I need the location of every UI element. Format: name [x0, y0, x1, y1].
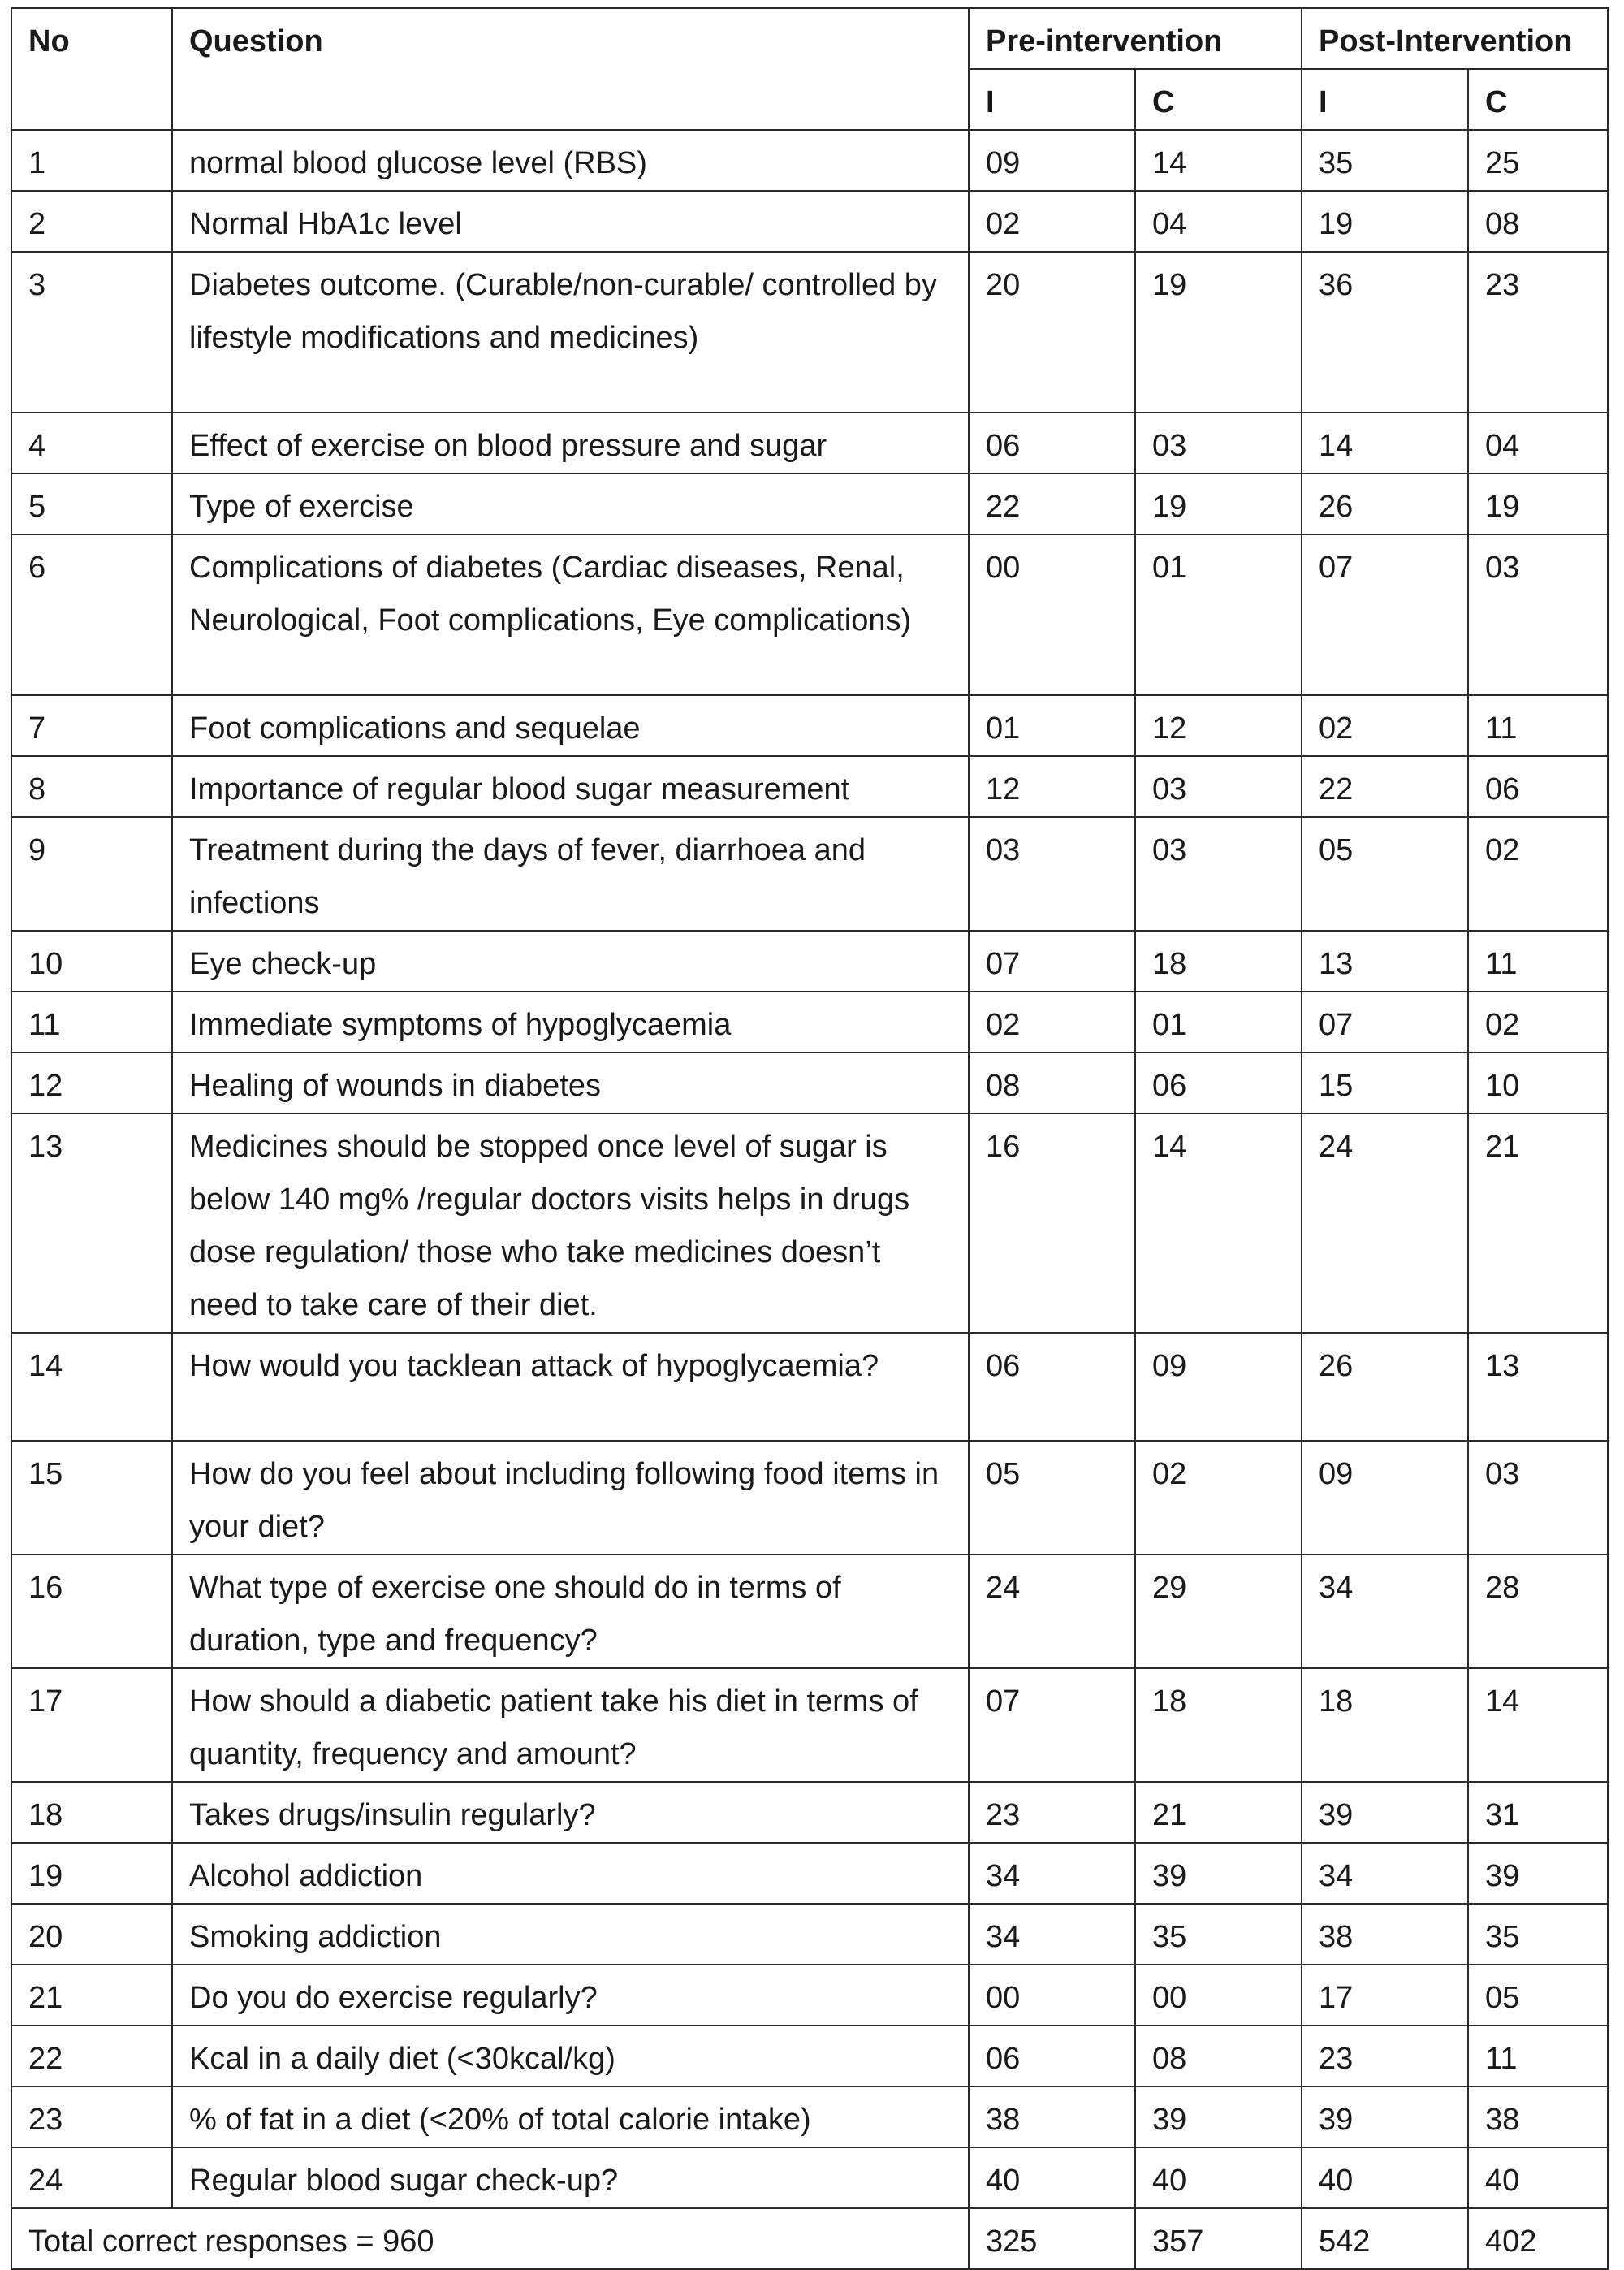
total-post-c: 402: [1468, 2208, 1608, 2269]
value-post-c: 21: [1468, 1113, 1608, 1333]
value-post-c: 19: [1468, 473, 1608, 534]
value-pre-c: 01: [1135, 534, 1302, 695]
row-question: Importance of regular blood sugar measurement: [172, 756, 969, 817]
table-row: [11, 2147, 1608, 2208]
value-post-c: 03: [1468, 534, 1608, 695]
header-no: No: [11, 8, 172, 130]
value-post-i: 14: [1302, 413, 1468, 473]
value-pre-i: 12: [969, 756, 1135, 817]
header-question: Question: [172, 8, 969, 130]
table-row: [11, 1441, 1608, 1554]
row-number: 1: [11, 130, 172, 191]
value-pre-i: 06: [969, 1333, 1135, 1441]
value-pre-c: 09: [1135, 1333, 1302, 1441]
value-post-i: 24: [1302, 1113, 1468, 1333]
header-post-i: I: [1302, 69, 1468, 130]
table-row: [11, 1965, 1608, 2026]
value-post-c: 08: [1468, 191, 1608, 252]
row-question: How should a diabetic patient take his diet in terms of quantity, frequency and amount?: [172, 1668, 969, 1782]
value-pre-c: 06: [1135, 1053, 1302, 1113]
value-pre-c: 21: [1135, 1782, 1302, 1843]
value-post-c: 23: [1468, 252, 1608, 413]
header-post-c: C: [1468, 69, 1608, 130]
value-post-i: 05: [1302, 817, 1468, 931]
value-pre-c: 01: [1135, 992, 1302, 1053]
value-post-c: 13: [1468, 1333, 1608, 1441]
table-row: [11, 2086, 1608, 2147]
row-number: 10: [11, 931, 172, 992]
table-row: [11, 1782, 1608, 1843]
table-row: [11, 992, 1608, 1053]
value-pre-c: 35: [1135, 1904, 1302, 1965]
row-number: 6: [11, 534, 172, 695]
value-pre-c: 02: [1135, 1441, 1302, 1554]
value-pre-i: 03: [969, 817, 1135, 931]
value-pre-c: 39: [1135, 1843, 1302, 1904]
value-pre-i: 22: [969, 473, 1135, 534]
header-pre-intervention: Pre-intervention: [969, 8, 1302, 69]
row-question: Kcal in a daily diet (<30kcal/kg): [172, 2026, 969, 2086]
value-post-i: 26: [1302, 473, 1468, 534]
row-number: 7: [11, 695, 172, 756]
row-question: Normal HbA1c level: [172, 191, 969, 252]
row-number: 12: [11, 1053, 172, 1113]
row-question: Takes drugs/insulin regularly?: [172, 1782, 969, 1843]
row-question: Regular blood sugar check-up?: [172, 2147, 969, 2208]
value-pre-c: 40: [1135, 2147, 1302, 2208]
row-number: 24: [11, 2147, 172, 2208]
row-question: Type of exercise: [172, 473, 969, 534]
table-row: [11, 1333, 1608, 1441]
table-row: [11, 2026, 1608, 2086]
row-number: 19: [11, 1843, 172, 1904]
row-number: 9: [11, 817, 172, 931]
header-pre-i: I: [969, 69, 1135, 130]
table-row: [11, 1904, 1608, 1965]
value-post-c: 02: [1468, 992, 1608, 1053]
value-post-i: 34: [1302, 1843, 1468, 1904]
value-pre-c: 18: [1135, 931, 1302, 992]
row-number: 3: [11, 252, 172, 413]
table-row: [11, 931, 1608, 992]
value-post-c: 04: [1468, 413, 1608, 473]
value-pre-c: 03: [1135, 413, 1302, 473]
table-row: [11, 534, 1608, 695]
row-question: How do you feel about including following food items in your diet?: [172, 1441, 969, 1554]
value-post-i: 39: [1302, 1782, 1468, 1843]
value-pre-c: 14: [1135, 1113, 1302, 1333]
value-post-c: 11: [1468, 695, 1608, 756]
value-post-i: 13: [1302, 931, 1468, 992]
table-row: [11, 695, 1608, 756]
row-number: 14: [11, 1333, 172, 1441]
value-post-i: 18: [1302, 1668, 1468, 1782]
row-number: 21: [11, 1965, 172, 2026]
row-number: 16: [11, 1554, 172, 1668]
total-post-i: 542: [1302, 2208, 1468, 2269]
value-post-i: 07: [1302, 534, 1468, 695]
value-post-i: 22: [1302, 756, 1468, 817]
row-question: Complications of diabetes (Cardiac diseases, Renal, Neurological, Foot complications, Eye complications): [172, 534, 969, 695]
value-post-c: 39: [1468, 1843, 1608, 1904]
value-post-c: 03: [1468, 1441, 1608, 1554]
value-pre-c: 19: [1135, 252, 1302, 413]
row-number: 22: [11, 2026, 172, 2086]
row-question: Treatment during the days of fever, diarrhoea and infections: [172, 817, 969, 931]
value-pre-i: 40: [969, 2147, 1135, 2208]
row-question: % of fat in a diet (<20% of total calorie intake): [172, 2086, 969, 2147]
value-post-i: 39: [1302, 2086, 1468, 2147]
total-pre-i: 325: [969, 2208, 1135, 2269]
value-post-i: 40: [1302, 2147, 1468, 2208]
value-post-i: 17: [1302, 1965, 1468, 2026]
value-post-i: 19: [1302, 191, 1468, 252]
value-pre-i: 07: [969, 1668, 1135, 1782]
value-pre-c: 00: [1135, 1965, 1302, 2026]
value-pre-c: 18: [1135, 1668, 1302, 1782]
value-pre-c: 29: [1135, 1554, 1302, 1668]
value-post-i: 26: [1302, 1333, 1468, 1441]
table-row: [11, 1053, 1608, 1113]
row-question: Medicines should be stopped once level of sugar is below 140 mg% /regular doctors visits helps in drugs dose regulation/ those who take medicines doesn’t need to take care of their diet.: [172, 1113, 969, 1333]
value-post-c: 31: [1468, 1782, 1608, 1843]
header-post-intervention: Post-Intervention: [1302, 8, 1608, 69]
value-post-c: 11: [1468, 2026, 1608, 2086]
value-pre-i: 20: [969, 252, 1135, 413]
value-post-c: 38: [1468, 2086, 1608, 2147]
row-question: How would you tacklean attack of hypoglycaemia?: [172, 1333, 969, 1441]
value-pre-i: 02: [969, 191, 1135, 252]
value-post-i: 34: [1302, 1554, 1468, 1668]
row-question: Do you do exercise regularly?: [172, 1965, 969, 2026]
row-question: What type of exercise one should do in terms of duration, type and frequency?: [172, 1554, 969, 1668]
value-post-c: 35: [1468, 1904, 1608, 1965]
value-pre-i: 08: [969, 1053, 1135, 1113]
table-row: [11, 1843, 1608, 1904]
value-pre-i: 23: [969, 1782, 1135, 1843]
value-pre-c: 03: [1135, 817, 1302, 931]
row-question: Foot complications and sequelae: [172, 695, 969, 756]
value-post-i: 15: [1302, 1053, 1468, 1113]
value-post-c: 14: [1468, 1668, 1608, 1782]
row-number: 18: [11, 1782, 172, 1843]
value-post-c: 06: [1468, 756, 1608, 817]
table-row: [11, 1668, 1608, 1782]
value-pre-c: 39: [1135, 2086, 1302, 2147]
value-post-c: 10: [1468, 1053, 1608, 1113]
row-number: 23: [11, 2086, 172, 2147]
value-post-c: 11: [1468, 931, 1608, 992]
table-row: [11, 1113, 1608, 1333]
total-pre-c: 357: [1135, 2208, 1302, 2269]
value-pre-c: 03: [1135, 756, 1302, 817]
value-post-c: 05: [1468, 1965, 1608, 2026]
row-number: 5: [11, 473, 172, 534]
row-number: 17: [11, 1668, 172, 1782]
table-row: [11, 1554, 1608, 1668]
value-post-i: 35: [1302, 130, 1468, 191]
row-number: 11: [11, 992, 172, 1053]
value-pre-i: 24: [969, 1554, 1135, 1668]
value-pre-i: 16: [969, 1113, 1135, 1333]
value-pre-i: 34: [969, 1904, 1135, 1965]
row-number: 15: [11, 1441, 172, 1554]
row-question: Healing of wounds in diabetes: [172, 1053, 969, 1113]
row-question: Smoking addiction: [172, 1904, 969, 1965]
value-pre-c: 04: [1135, 191, 1302, 252]
table-row: [11, 252, 1608, 413]
value-pre-c: 14: [1135, 130, 1302, 191]
value-post-c: 02: [1468, 817, 1608, 931]
value-pre-i: 00: [969, 534, 1135, 695]
value-pre-i: 06: [969, 413, 1135, 473]
row-question: normal blood glucose level (RBS): [172, 130, 969, 191]
row-number: 2: [11, 191, 172, 252]
value-post-i: 23: [1302, 2026, 1468, 2086]
value-pre-c: 08: [1135, 2026, 1302, 2086]
table-row: [11, 413, 1608, 473]
row-number: 4: [11, 413, 172, 473]
value-post-c: 40: [1468, 2147, 1608, 2208]
total-row: [11, 2208, 1608, 2269]
row-number: 13: [11, 1113, 172, 1333]
table-row: [11, 130, 1608, 191]
value-post-i: 02: [1302, 695, 1468, 756]
value-post-i: 09: [1302, 1441, 1468, 1554]
row-question: Diabetes outcome. (Curable/non-curable/ controlled by lifestyle modifications and medicines): [172, 252, 969, 413]
value-pre-i: 00: [969, 1965, 1135, 2026]
value-pre-i: 07: [969, 931, 1135, 992]
table-row: [11, 817, 1608, 931]
value-pre-i: 01: [969, 695, 1135, 756]
value-pre-c: 19: [1135, 473, 1302, 534]
value-post-c: 25: [1468, 130, 1608, 191]
value-pre-i: 09: [969, 130, 1135, 191]
row-number: 20: [11, 1904, 172, 1965]
table-row: [11, 756, 1608, 817]
total-label: Total correct responses = 960: [11, 2208, 969, 2269]
value-pre-i: 34: [969, 1843, 1135, 1904]
value-post-i: 07: [1302, 992, 1468, 1053]
value-pre-i: 06: [969, 2026, 1135, 2086]
table-row: [11, 191, 1608, 252]
row-number: 8: [11, 756, 172, 817]
row-question: Effect of exercise on blood pressure and sugar: [172, 413, 969, 473]
value-pre-i: 02: [969, 992, 1135, 1053]
value-post-c: 28: [1468, 1554, 1608, 1668]
value-pre-i: 38: [969, 2086, 1135, 2147]
row-question: Immediate symptoms of hypoglycaemia: [172, 992, 969, 1053]
row-question: Alcohol addiction: [172, 1843, 969, 1904]
value-post-i: 36: [1302, 252, 1468, 413]
header-pre-c: C: [1135, 69, 1302, 130]
row-question: Eye check-up: [172, 931, 969, 992]
value-pre-i: 05: [969, 1441, 1135, 1554]
value-post-i: 38: [1302, 1904, 1468, 1965]
table-row: [11, 473, 1608, 534]
results-table: [11, 7, 1609, 2270]
value-pre-c: 12: [1135, 695, 1302, 756]
